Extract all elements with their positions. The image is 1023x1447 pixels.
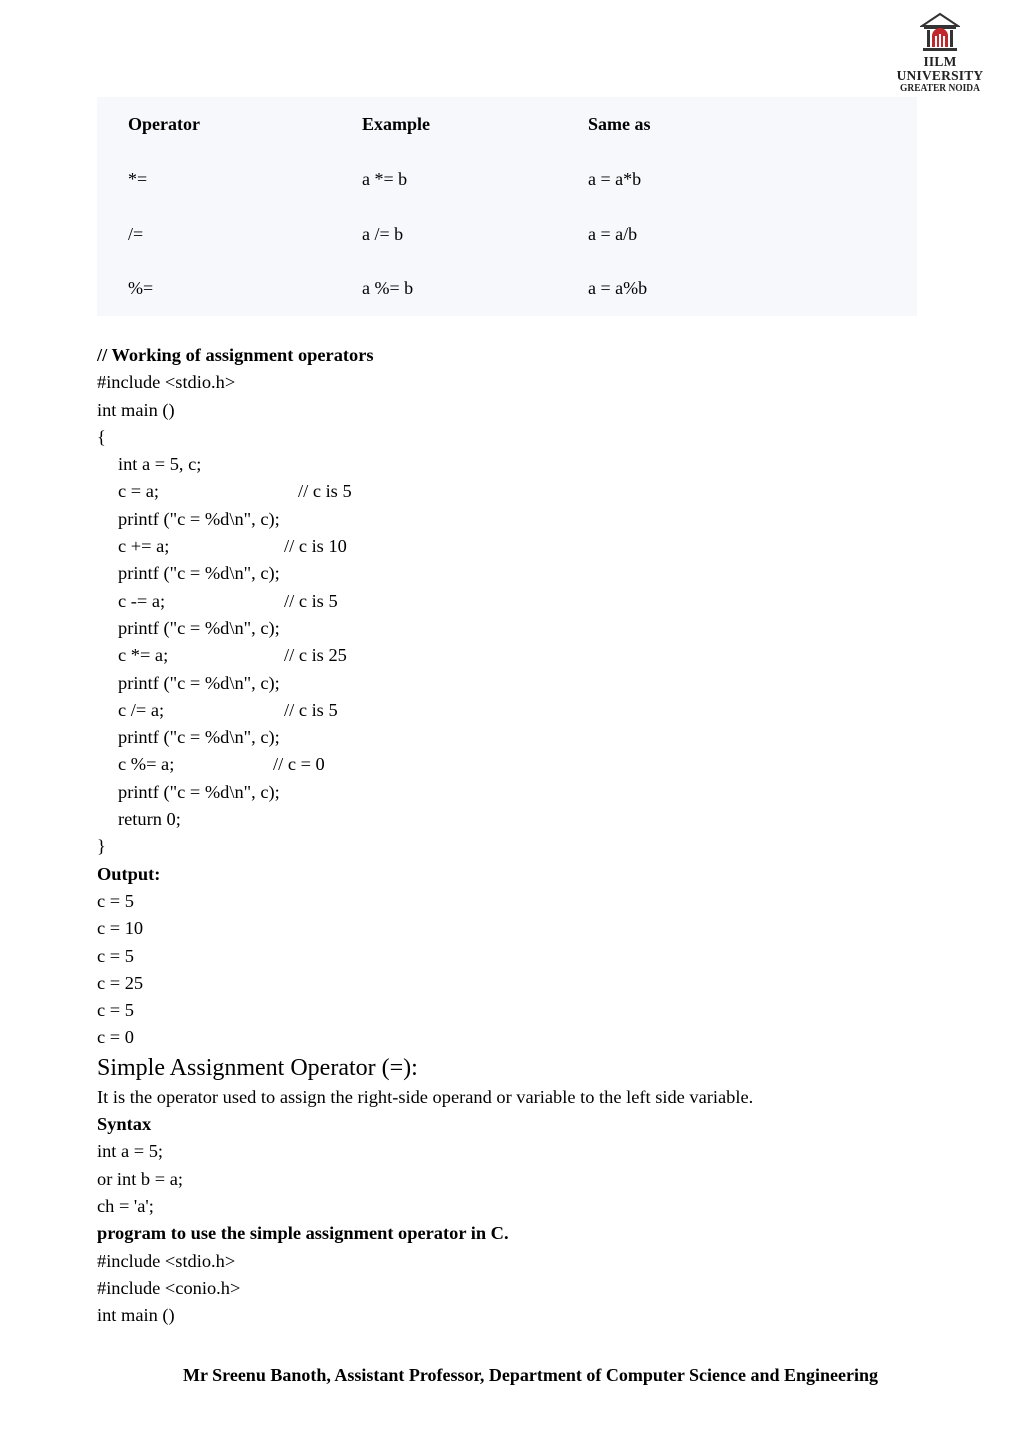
cell-same-as: a = a/b bbox=[588, 224, 638, 244]
table-row bbox=[97, 224, 917, 244]
table-row bbox=[97, 278, 917, 298]
code-line: { bbox=[97, 426, 106, 447]
cell-example: a /= b bbox=[362, 224, 404, 244]
syntax-line: ch = 'a'; bbox=[97, 1195, 154, 1216]
code-line bbox=[97, 642, 927, 669]
cell-operator: /= bbox=[128, 224, 144, 244]
table-row bbox=[97, 169, 917, 189]
code-line: } bbox=[97, 836, 106, 857]
code-line: int a = 5, c; bbox=[118, 454, 202, 475]
code-comment: // c = 0 bbox=[273, 754, 325, 775]
cell-operator: %= bbox=[128, 278, 154, 298]
header-operator: Operator bbox=[128, 114, 200, 134]
code-line: printf ("c = %d\n", c); bbox=[118, 617, 280, 638]
operator-table bbox=[97, 97, 917, 316]
logo-university-name: IILM UNIVERSITY bbox=[896, 54, 984, 83]
code-line: int main () bbox=[97, 1305, 175, 1326]
code-line bbox=[97, 697, 927, 724]
code-comment: // c is 25 bbox=[284, 645, 347, 666]
code-line bbox=[97, 533, 927, 560]
code-line: #include <stdio.h> bbox=[97, 372, 236, 393]
code-comment: // c is 5 bbox=[284, 590, 338, 611]
code-line: printf ("c = %d\n", c); bbox=[118, 508, 280, 529]
code-line: printf ("c = %d\n", c); bbox=[118, 563, 280, 584]
code-comment: // c is 5 bbox=[298, 481, 352, 502]
page-footer: Mr Sreenu Banoth, Assistant Professor, Department of Computer Science and Engineering bbox=[183, 1365, 878, 1385]
code-line: return 0; bbox=[118, 809, 181, 830]
section-description: It is the operator used to assign the right-side operand or variable to the left side variable. bbox=[97, 1086, 754, 1107]
syntax-label: Syntax bbox=[97, 1114, 152, 1135]
code-comment-title: // Working of assignment operators bbox=[97, 345, 374, 365]
code-statement: c *= a; bbox=[118, 645, 169, 666]
header-example: Example bbox=[362, 114, 431, 134]
header-same-as: Same as bbox=[588, 114, 651, 134]
cell-example: a *= b bbox=[362, 169, 408, 189]
code-line: int main () bbox=[97, 399, 175, 420]
university-building-icon bbox=[920, 12, 960, 54]
table-header-row bbox=[97, 114, 917, 134]
code-line: printf ("c = %d\n", c); bbox=[118, 672, 280, 693]
code-line bbox=[97, 588, 927, 615]
code-line: #include <stdio.h> bbox=[97, 1250, 236, 1271]
cell-same-as: a = a*b bbox=[588, 169, 642, 189]
cell-example: a %= b bbox=[362, 278, 414, 298]
code-statement: c -= a; bbox=[118, 590, 166, 611]
cell-same-as: a = a%b bbox=[588, 278, 648, 298]
program-label: program to use the simple assignment operator in C. bbox=[97, 1223, 509, 1244]
cell-operator: *= bbox=[128, 169, 148, 189]
code-statement: c %= a; bbox=[118, 754, 175, 775]
document-body bbox=[97, 342, 927, 1329]
syntax-line: int a = 5; bbox=[97, 1141, 164, 1162]
code-line bbox=[97, 751, 927, 778]
section-heading: Simple Assignment Operator (=): bbox=[97, 1054, 418, 1081]
code-statement: c = a; bbox=[118, 481, 160, 502]
output-line: c = 25 bbox=[97, 972, 144, 993]
code-line: printf ("c = %d\n", c); bbox=[118, 727, 280, 748]
syntax-line: or int b = a; bbox=[97, 1168, 183, 1189]
code-line: printf ("c = %d\n", c); bbox=[118, 781, 280, 802]
logo-location: GREATER NOIDA bbox=[900, 83, 980, 94]
university-logo bbox=[884, 12, 996, 94]
code-comment: // c is 5 bbox=[284, 699, 338, 720]
code-statement: c /= a; bbox=[118, 699, 165, 720]
output-line: c = 10 bbox=[97, 918, 144, 939]
code-comment: // c is 10 bbox=[284, 536, 347, 557]
code-line: #include <conio.h> bbox=[97, 1277, 241, 1298]
code-line bbox=[97, 478, 927, 505]
output-label: Output: bbox=[97, 863, 161, 884]
output-line: c = 0 bbox=[97, 1027, 134, 1048]
output-line: c = 5 bbox=[97, 890, 134, 911]
output-line: c = 5 bbox=[97, 945, 134, 966]
output-line: c = 5 bbox=[97, 1000, 134, 1021]
code-statement: c += a; bbox=[118, 536, 170, 557]
